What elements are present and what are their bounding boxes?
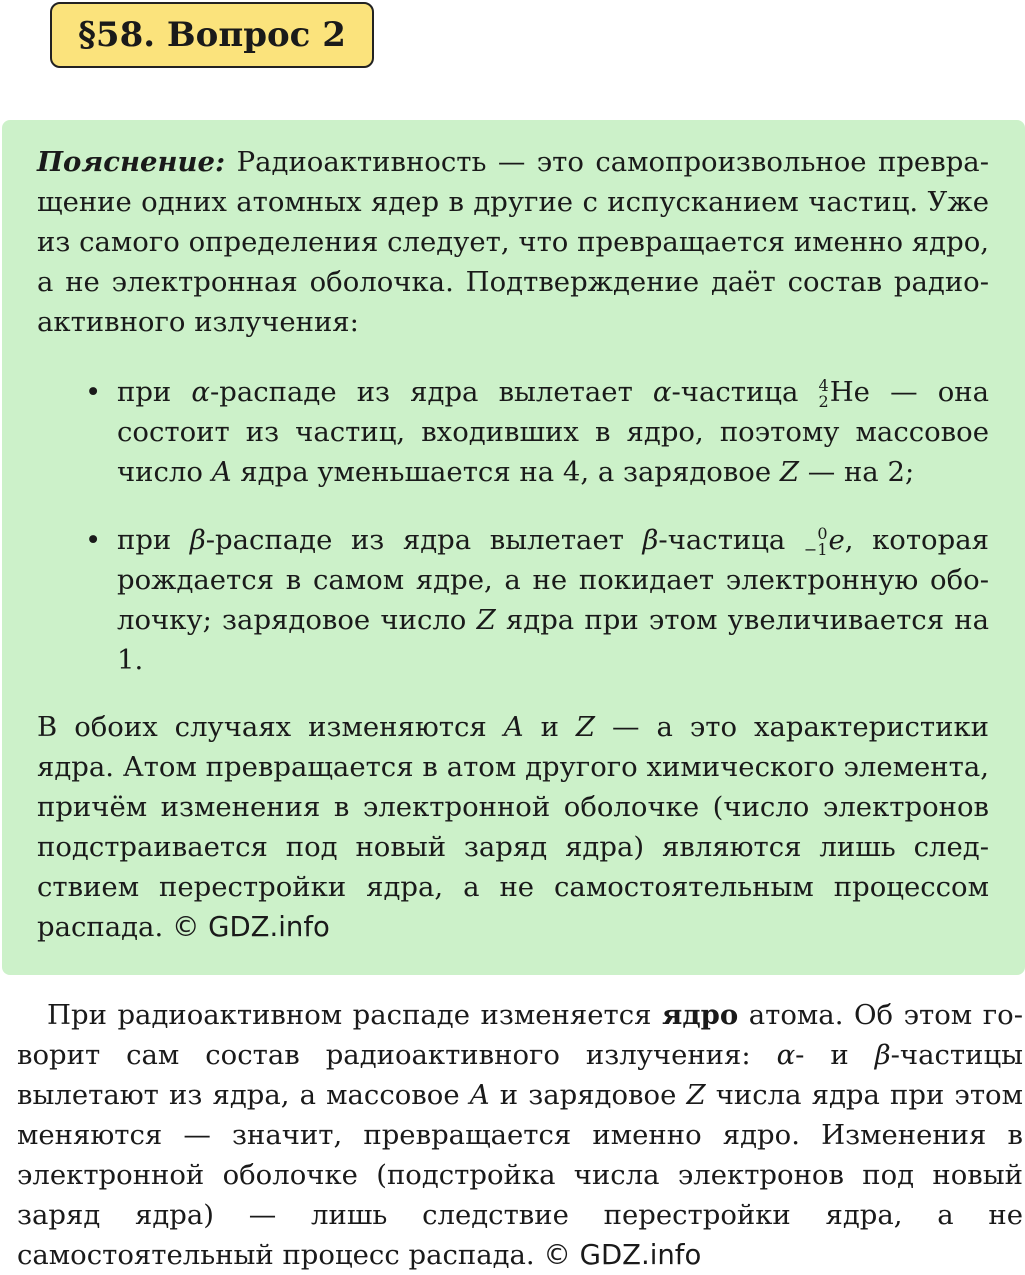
page-title: §58. Вопрос 2	[78, 15, 346, 55]
helium-symbol: He	[829, 376, 870, 408]
bullet-beta	[37, 520, 989, 680]
explanation-paragraph	[37, 142, 989, 342]
copyright-text: © GDZ.info	[171, 911, 330, 943]
bullet-alpha	[37, 372, 989, 492]
list-item: • при β-распаде из ядра вылетает β-частица 0 −1 e, которая рождается в самом ядре, а не покидает электронную оболочку; зарядовое число Z ядра при этом увеличивается на 1.	[37, 520, 989, 680]
bullet-icon: •	[85, 376, 102, 408]
bullet-icon: •	[85, 524, 102, 556]
helium-isotope-indices: 4 2	[818, 375, 829, 411]
electron-symbol: e	[828, 524, 845, 556]
copyright-text: © GDZ.info	[543, 1239, 702, 1271]
explanation-text: Радиоактивность — это самопроизвольное превращение одних атомных ядер в другие с испусканием частиц. Уже из самого определения следует, что превращается именно ядро, а не электронная оболочка. Подтверждение даёт состав радиоактивного излучения:	[37, 146, 989, 338]
electron-indices: 0 −1	[803, 523, 828, 559]
explanation-conclusion: В обоих случаях изменяются A и Z — а это характеристики ядра. Атом превращается в атом другого химического элемента, причём изменения в электронной оболочке (число электронов подстраивается под новый заряд ядра) являются лишь следствием перестройки ядра, а не самостоятельным процессом распада. © GDZ.info	[37, 711, 989, 943]
answer-paragraph: При радиоактивном распаде изменяется ядро атома. Об этом говорит сам состав радиоактивного излучения: α- и β-частицы вылетают из ядра, а массовое A и зарядовое Z числа ядра при этом меняются — значит, превращается именно ядро. Изменения в электронной оболочке (подстройка числа электронов под новый заряд ядра) — лишь следствие перестройки ядра, а не самостоятельный процесс распада. © GDZ.info	[17, 999, 1024, 1271]
section-title-badge	[50, 2, 374, 68]
list-item: • при α-распаде из ядра вылетает α-частица 4 2 He — она состоит из частиц, входивших в ядро, поэтому массовое число A ядра уменьшается на 4, а зарядовое Z — на 2;	[37, 372, 989, 492]
answer-bold-term: ядро	[662, 999, 739, 1031]
explanation-lead: Пояснение:	[37, 146, 226, 178]
